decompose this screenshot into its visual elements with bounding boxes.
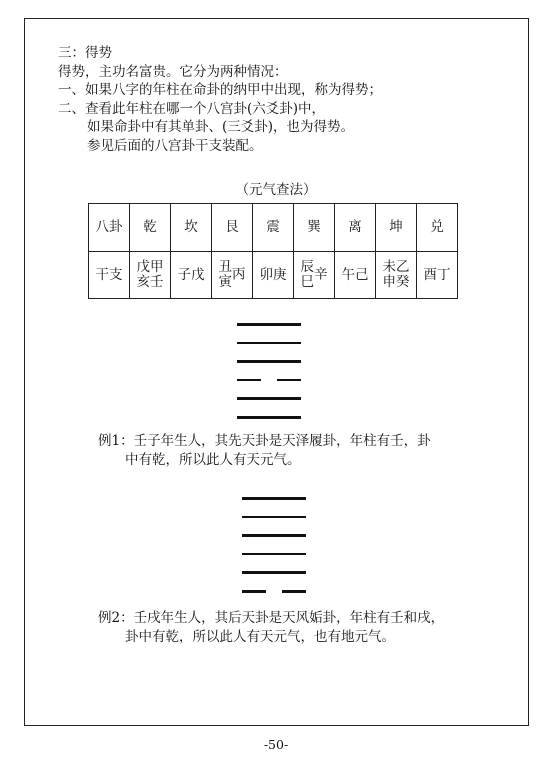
cell-line: 巳: [300, 274, 314, 290]
cell-line: 申癸: [382, 274, 410, 290]
header-cell: 离: [335, 204, 376, 252]
cell-line: 寅: [218, 274, 232, 290]
table-cell-zhen: [253, 252, 294, 299]
table-title: （元气查法）: [235, 182, 317, 198]
cell-line: 辰: [300, 259, 314, 275]
cell-line: 丙: [232, 266, 246, 283]
example-1-line-2: 中有乾，所以此人有天元气。: [125, 452, 301, 468]
table-cell-li: [335, 252, 376, 299]
cell-line: 亥壬: [136, 274, 164, 290]
item-2-line-3: 参见后面的八宫卦干支装配。: [87, 137, 263, 154]
example-2-line-1: 例2：壬戌年生人，其后天卦是天风姤卦，年柱有壬和戌，: [98, 610, 445, 626]
yang-line: [242, 516, 306, 519]
yang-line: [237, 342, 301, 345]
yin-line: [237, 379, 301, 382]
table-cell-kun: [376, 252, 417, 299]
intro-line: 得势，主功名富贵。它分为两种情况：: [58, 63, 288, 80]
header-cell: 坎: [171, 204, 212, 252]
header-cell: 坤: [376, 204, 417, 252]
header-cell: 兑: [417, 204, 458, 252]
cell-line: 酉丁: [423, 266, 451, 283]
header-cell: 艮: [212, 204, 253, 252]
page-number: -50-: [263, 737, 289, 752]
example-2-line-2: 卦中有乾，所以此人有天元气，也有地元气。: [125, 629, 395, 645]
section-heading: 三：得势: [58, 45, 112, 61]
table-cell-gen: [212, 252, 253, 299]
cell-line: 子戊: [177, 266, 205, 283]
example-2: [98, 609, 444, 647]
yang-line: [237, 397, 301, 400]
table-cell-kan: [171, 252, 212, 299]
example-1-line-1: 例1：壬子年生人，其先天卦是天泽履卦，年柱有壬，卦: [98, 433, 431, 449]
table-cell-xun: [294, 252, 335, 299]
trigram-table: [88, 203, 458, 299]
yang-line: [242, 497, 306, 500]
row-label-cell: 干支: [89, 252, 130, 299]
hexagram-gou: [242, 497, 306, 609]
cell-line: 午己: [341, 266, 369, 283]
yang-line: [242, 553, 306, 556]
yang-line: [242, 571, 306, 574]
hexagram-lu: [237, 323, 301, 435]
item-2-line-1: 二、查看此年柱在哪一个八宫卦(六爻卦)中，: [58, 100, 326, 117]
section-text: [58, 44, 382, 156]
yin-line: [242, 590, 306, 593]
table-header-row: [89, 204, 458, 252]
yang-line: [237, 360, 301, 363]
header-cell: 乾: [130, 204, 171, 252]
item-1: 一、如果八字的年柱在命卦的纳甲中出现，称为得势；: [58, 82, 382, 99]
cell-line: 未乙: [382, 259, 410, 275]
table-cell-dui: [417, 252, 458, 299]
header-cell: 八卦: [89, 204, 130, 252]
item-2-line-2: 如果命卦中有其单卦、(三爻卦)，也为得势。: [87, 119, 355, 136]
table-body-row: [89, 252, 458, 299]
header-cell: 震: [253, 204, 294, 252]
cell-line: 卯庚: [259, 266, 287, 283]
cell-line: 辛: [314, 266, 328, 283]
cell-line: 戊甲: [136, 259, 164, 275]
example-1: [98, 432, 431, 470]
yang-line: [237, 416, 301, 419]
header-cell: 巽: [294, 204, 335, 252]
yang-line: [242, 534, 306, 537]
yang-line: [237, 323, 301, 326]
cell-line: 丑: [218, 259, 232, 275]
table-cell-qian: [130, 252, 171, 299]
